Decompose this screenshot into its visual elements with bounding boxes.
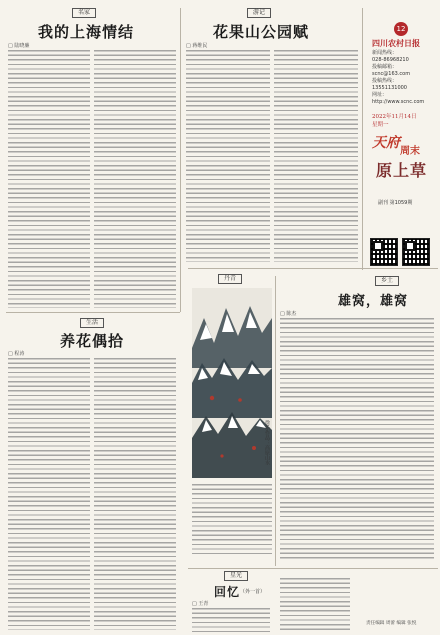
article-subtitle: （外一首） bbox=[240, 589, 266, 595]
poem-body bbox=[280, 578, 350, 632]
editor-line: 责任编辑 周蕾 编辑 张悦 bbox=[366, 621, 417, 626]
contact-line: 13551131000 bbox=[372, 85, 407, 91]
article-title: 雄窝，雄窝 bbox=[338, 294, 409, 309]
contact-line: 新闻热线： bbox=[372, 50, 398, 56]
qr-code bbox=[370, 238, 398, 266]
article-title: 养花偶拾 bbox=[60, 332, 125, 350]
contact-line: http://www.scnc.com bbox=[372, 99, 425, 105]
article-body bbox=[186, 50, 270, 262]
logo-mid-text: 周末 bbox=[400, 146, 420, 157]
section-divider bbox=[6, 312, 180, 313]
contact-line: 投稿邮箱： bbox=[372, 64, 398, 70]
section-tag: 乡土 bbox=[375, 276, 399, 286]
column-divider bbox=[362, 8, 363, 270]
logo-bottom-text: 原上草 bbox=[376, 161, 428, 180]
contact-line: 投稿热线： bbox=[372, 78, 398, 84]
newspaper-brand: 四川农村日报 bbox=[372, 38, 420, 48]
article-title: 我的上海情结 bbox=[38, 23, 135, 41]
poem-body bbox=[192, 608, 270, 632]
qr-code bbox=[402, 238, 430, 266]
section-tag: 星光 bbox=[224, 571, 248, 581]
painting-description bbox=[192, 484, 272, 554]
date-line: 2022年11月14日 bbox=[372, 114, 417, 120]
article-byline: □ 陆晓廉 bbox=[8, 43, 30, 49]
article-body bbox=[94, 50, 176, 308]
painting-image bbox=[192, 288, 272, 478]
article-body bbox=[94, 358, 176, 630]
article-body bbox=[8, 50, 90, 308]
column-divider bbox=[275, 276, 276, 566]
section-divider bbox=[188, 568, 438, 569]
contact-line: scnc@163.com bbox=[372, 71, 411, 77]
painting-caption: 徐乐作品：高原山水 bbox=[264, 420, 270, 465]
logo-top-text: 天府 bbox=[372, 135, 400, 151]
snow-landscape-painting bbox=[192, 288, 272, 478]
article-byline: □ 陈杰 bbox=[280, 311, 297, 317]
article-byline: □ 程涛 bbox=[8, 351, 25, 357]
column-divider bbox=[180, 8, 181, 312]
section-tag: 生活 bbox=[80, 318, 104, 328]
weekday: 星期一 bbox=[372, 122, 389, 128]
page-number-badge: 12 bbox=[394, 22, 408, 36]
article-title: 回忆 bbox=[214, 585, 241, 599]
article-body bbox=[274, 50, 358, 262]
contact-line: 网址： bbox=[372, 92, 388, 98]
article-title: 花果山公园赋 bbox=[213, 23, 310, 41]
contact-info bbox=[372, 50, 432, 106]
article-byline: □ 王青 bbox=[192, 601, 209, 607]
section-logo bbox=[370, 132, 436, 198]
contact-line: 028-86968210 bbox=[372, 57, 409, 63]
section-tag: 游记 bbox=[247, 8, 271, 18]
section-tag: 名家 bbox=[72, 8, 96, 18]
article-body bbox=[8, 358, 90, 630]
article-body bbox=[280, 318, 434, 562]
section-tag: 丹青 bbox=[218, 274, 242, 284]
issue-number: 副刊 第1059期 bbox=[378, 200, 413, 206]
article-byline: □ 蒋维民 bbox=[186, 43, 208, 49]
section-divider bbox=[188, 268, 438, 269]
